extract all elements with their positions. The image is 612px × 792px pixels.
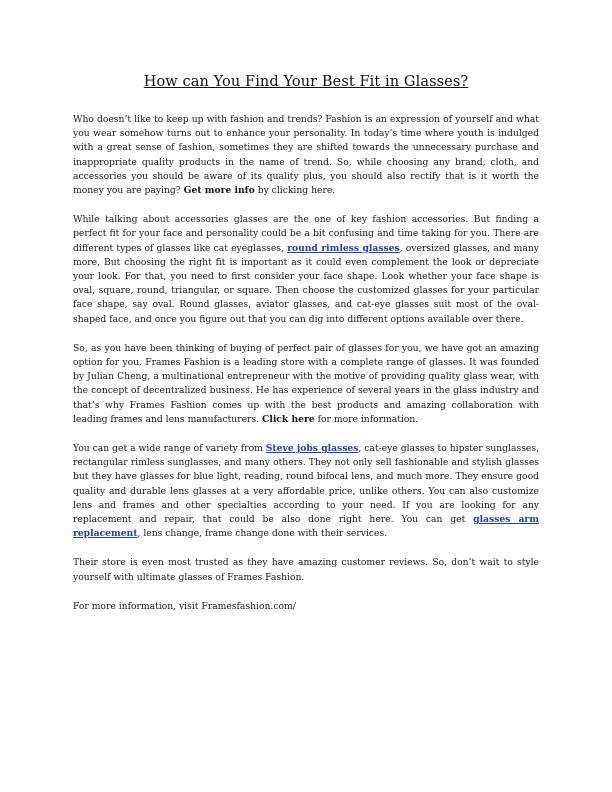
click-here-text: Click here <box>262 413 315 425</box>
paragraph-more-info <box>73 600 539 614</box>
glasses-arm-replacement-link[interactable]: glasses arm replacement <box>73 514 539 540</box>
paragraph-text: , oversized glasses, and many more, But choosing the right fit is important as it could even complement the look or depreciate your look. For that, you need to first consider your face shape. Look whether your face shape is oval, square, round, triangular, or square. Then choose the customized glasses for your particular face shape, say oval. Round glasses, aviator glasses, and cat-eye glasses suit most of the oval-shaped face, and once you figure out that you can dig into different options available over there. <box>73 242 539 325</box>
article-body <box>73 113 539 629</box>
paragraph-accessories <box>73 213 539 327</box>
paragraph-intro <box>73 113 539 198</box>
round-rimless-glasses-link[interactable]: round rimless glasses <box>287 242 400 254</box>
paragraph-text: So, as you have been thinking of buying of perfect pair of glasses for you, we have got an amazing option for you. Frames Fashion is a leading store with a complete range of glasses. It was founded by Julian Cheng, a multinational entrepreneur with the motive of providing quality glass wear, with the concept of decentralized business. He has experience of several years in the glass industry and that’s why Frames Fashion comes up with the best products and amazing collaboration with leading frames and lens manufacturers. <box>73 342 539 425</box>
paragraph-text: , lens change, frame change done with their services. <box>137 528 388 540</box>
get-more-info-text: Get more info <box>183 185 255 197</box>
steve-jobs-glasses-link[interactable]: Steve jobs glasses <box>265 443 359 455</box>
paragraph-text: by clicking here. <box>257 185 336 197</box>
paragraph-text: You can get a wide range of variety from <box>73 443 263 455</box>
page-title: How can You Find Your Best Fit in Glasses? <box>143 74 469 90</box>
paragraph-variety <box>73 442 539 541</box>
paragraph-frames-fashion <box>73 342 539 427</box>
paragraph-reviews <box>73 556 539 584</box>
paragraph-text: While talking about accessories glasses are the one of key fashion accessories. But finding a perfect fit for your face and personality could be a bit confusing and time taking for you. There are different types of glasses like cat eyeglasses, <box>73 214 539 254</box>
paragraph-text: For more information, visit Framesfashion.com/ <box>73 600 296 612</box>
paragraph-text: for more information. <box>317 413 419 425</box>
paragraph-text: , cat-eye glasses to hipster sunglasses, rectangular rimless sunglasses, and many others. They not only sell fashionable and stylish glasses but they have glasses for blue light, reading, round bifocal lens, and much more. They ensure good quality and durable lens glasses at a very affordable price, unlike others. You can also customize lens and frames and other specialties according to your need. If you are looking for any replacement and repair, that could be also done right here. You can get <box>73 443 539 526</box>
paragraph-text: Their store is even most trusted as they have amazing customer reviews. So, don’t wait to style yourself with ultimate glasses of Frames Fashion. <box>73 557 539 583</box>
paragraph-text: Who doesn’t like to keep up with fashion and trends? Fashion is an expression of yourself and what you wear somehow turns out to enhance your personality. In today’s time where youth is indulged with a great sense of fashion, sometimes they are shifted towards the unnecessary purchase and inappropriate quality products in the name of trend. So, while choosing any brand, cloth, and accessories you should be aware of its quality plus, you should also rectify that is it worth the money you are paying? <box>73 114 539 197</box>
